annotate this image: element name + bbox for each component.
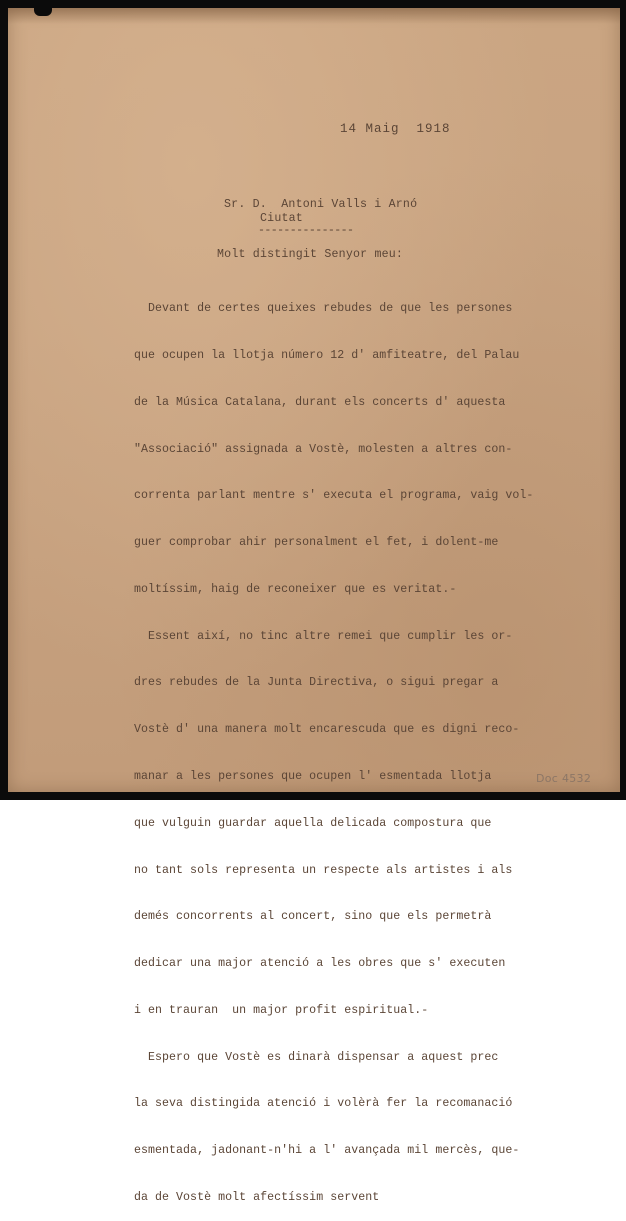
body-line: "Associació" assignada a Vostè, molesten a altres con- — [134, 442, 513, 456]
body-line: moltíssim, haig de reconeixer que es veritat.- — [134, 582, 457, 596]
body-line: Espero que Vostè es dinarà dispensar a aquest prec — [134, 1050, 499, 1064]
body-line: de la Música Catalana, durant els concerts d' aquesta — [134, 395, 506, 409]
recipient-separator: --------------- — [258, 224, 354, 237]
body-line: que vulguin guardar aquella delicada compostura que — [134, 816, 492, 830]
recipient-city: Ciutat — [260, 212, 303, 225]
body-line: da de Vostè molt afectíssim servent — [134, 1191, 380, 1205]
letter-body — [134, 270, 533, 1221]
body-line: Vostè d' una manera molt encarescuda que es digni reco- — [134, 723, 520, 737]
body-line: Devant de certes queixes rebudes de que les persones — [134, 302, 513, 316]
body-line: demés concorrents al concert, sino que els permetrà — [134, 910, 492, 924]
paper-top-edge — [8, 8, 620, 24]
body-line: dedicar una major atenció a les obres que s' executen — [134, 957, 506, 971]
salutation: Molt distingit Senyor meu: — [217, 248, 404, 261]
recipient-name: Sr. D. Antoni Valls i Arnó — [224, 198, 418, 211]
body-line: dres rebudes de la Junta Directiva, o sigui pregar a — [134, 676, 499, 690]
body-line: correnta parlant mentre s' executa el programa, vaig vol- — [134, 489, 534, 503]
body-line: la seva distingida atenció i volèrà fer la recomanació — [134, 1097, 513, 1111]
body-line: no tant sols representa un respecte als artistes i als — [134, 863, 513, 877]
archive-document-number: Doc 4532 — [536, 772, 592, 785]
body-line: que ocupen la llotja número 12 d' amfiteatre, del Palau — [134, 348, 520, 362]
body-line: guer comprobar ahir personalment el fet, i dolent-me — [134, 536, 499, 550]
body-line: manar a les persones que ocupen l' esmentada llotja — [134, 770, 492, 783]
paper-tear — [34, 8, 52, 16]
body-line: Essent així, no tinc altre remei que cumplir les or- — [134, 629, 513, 643]
letter-date: 14 Maig 1918 — [340, 122, 451, 136]
body-line: i en trauran un major profit espiritual.- — [134, 1003, 429, 1017]
body-line: esmentada, jadonant-n'hi a l' avançada mil mercès, que- — [134, 1144, 520, 1158]
